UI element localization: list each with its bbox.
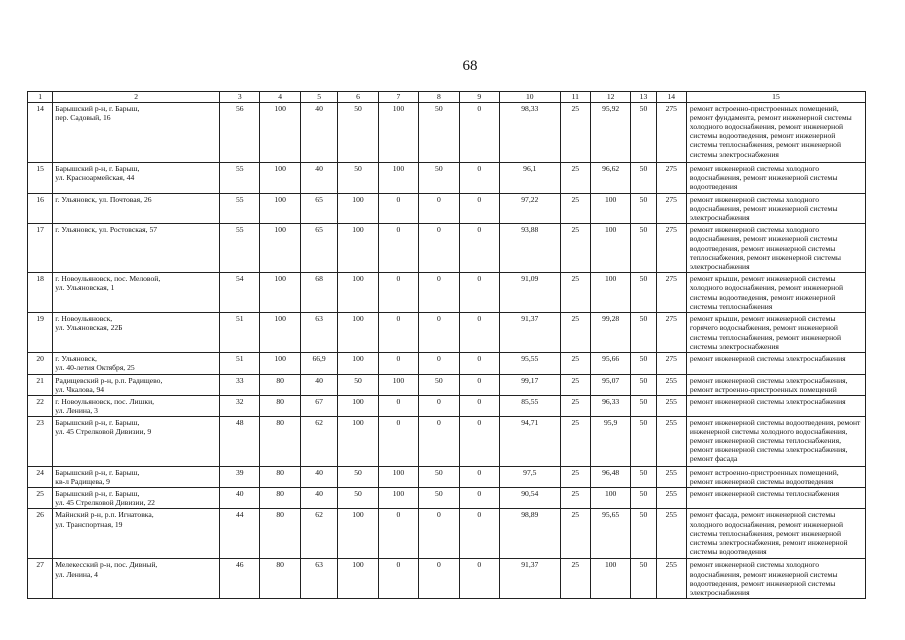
work-description-cell: ремонт крыши, ремонт инженерной системы холодного водоснабжения, ремонт инженерной системы водоотведения, ремонт инженерной системы теплоснабжения xyxy=(686,273,865,313)
value-cell-c10: 91,09 xyxy=(499,273,560,313)
value-cell-c12: 100 xyxy=(590,273,630,313)
value-cell-c12: 96,33 xyxy=(590,395,630,416)
table-row xyxy=(28,509,866,559)
column-header: 6 xyxy=(338,92,378,103)
value-cell-c12: 95,9 xyxy=(590,416,630,466)
address-line-2: ул. Красноармейская, 44 xyxy=(55,173,135,183)
value-cell-c8: 0 xyxy=(419,194,459,224)
work-description-cell: ремонт инженерной системы электроснабжения xyxy=(686,395,865,416)
table-row xyxy=(28,313,866,353)
value-cell-c12: 95,92 xyxy=(590,103,630,163)
value-cell-c7: 0 xyxy=(378,416,418,466)
value-cell-c11: 25 xyxy=(560,559,590,599)
value-cell-c10: 98,33 xyxy=(499,103,560,163)
value-cell-c11: 25 xyxy=(560,224,590,273)
value-cell-c11: 25 xyxy=(560,313,590,353)
value-cell-c4: 100 xyxy=(260,103,300,163)
value-cell-c13: 50 xyxy=(631,509,656,559)
value-cell-c7: 100 xyxy=(378,466,418,487)
value-cell-c13: 50 xyxy=(631,353,656,374)
value-cell-c5: 67 xyxy=(300,395,337,416)
address-line-1: Майнский р-н, р.п. Игнатовка, xyxy=(55,510,154,520)
row-number-cell: 20 xyxy=(28,353,53,374)
value-cell-c9: 0 xyxy=(459,224,499,273)
value-cell-c4: 100 xyxy=(260,353,300,374)
value-cell-c14: 275 xyxy=(656,163,686,194)
value-cell-c6: 100 xyxy=(338,194,378,224)
column-header: 15 xyxy=(686,92,865,103)
address-line-1: г. Ульяновск, xyxy=(55,354,97,364)
value-cell-c13: 50 xyxy=(631,313,656,353)
value-cell-c11: 25 xyxy=(560,273,590,313)
value-cell-c6: 100 xyxy=(338,395,378,416)
value-cell-c3: 54 xyxy=(220,273,260,313)
table-row xyxy=(28,374,866,395)
value-cell-c6: 50 xyxy=(338,163,378,194)
table-row xyxy=(28,466,866,487)
column-header: 10 xyxy=(499,92,560,103)
value-cell-c8: 0 xyxy=(419,224,459,273)
value-cell-c9: 0 xyxy=(459,559,499,599)
value-cell-c13: 50 xyxy=(631,466,656,487)
table-row xyxy=(28,395,866,416)
value-cell-c3: 33 xyxy=(220,374,260,395)
value-cell-c8: 0 xyxy=(419,416,459,466)
address-cell xyxy=(53,374,220,395)
value-cell-c6: 50 xyxy=(338,374,378,395)
value-cell-c12: 95,65 xyxy=(590,509,630,559)
value-cell-c13: 50 xyxy=(631,194,656,224)
table-row xyxy=(28,559,866,599)
table-row xyxy=(28,194,866,224)
address-line-2: ул. 45 Стрелковой Дивизии, 22 xyxy=(55,498,155,508)
address-line-1: Барышский р-н, г. Барыш, xyxy=(55,104,140,113)
value-cell-c6: 100 xyxy=(338,509,378,559)
address-line-2: ул. 45 Стрелковой Дивизии, 9 xyxy=(55,427,152,437)
value-cell-c3: 48 xyxy=(220,416,260,466)
value-cell-c14: 275 xyxy=(656,353,686,374)
address-cell xyxy=(53,224,220,273)
value-cell-c6: 100 xyxy=(338,273,378,313)
work-description-cell: ремонт инженерной системы холодного водоснабжения, ремонт инженерной системы водоотведения, ремонт инженерной системы теплоснабжения, ремонт инженерной системы электроснабжения xyxy=(686,224,865,273)
value-cell-c9: 0 xyxy=(459,273,499,313)
value-cell-c12: 99,28 xyxy=(590,313,630,353)
value-cell-c11: 25 xyxy=(560,509,590,559)
work-description-cell: ремонт фасада, ремонт инженерной системы холодного водоснабжения, ремонт инженерной системы теплоснабжения, ремонт инженерной системы электроснабжения, ремонт инженерной системы водоотведения xyxy=(686,509,865,559)
value-cell-c9: 0 xyxy=(459,103,499,163)
column-number-row xyxy=(28,92,866,103)
address-line-2: кв-л Радищева, 9 xyxy=(55,477,110,487)
value-cell-c3: 51 xyxy=(220,313,260,353)
value-cell-c10: 93,88 xyxy=(499,224,560,273)
value-cell-c5: 63 xyxy=(300,313,337,353)
register-table xyxy=(27,91,866,599)
address-line-1: г. Новоульяновск, пос. Меловой, xyxy=(55,274,161,284)
work-description-cell: ремонт инженерной системы электроснабжения xyxy=(686,353,865,374)
value-cell-c7: 100 xyxy=(378,488,418,509)
address-line-1: г. Ульяновск, ул. Ростовская, 57 xyxy=(55,225,158,235)
address-cell xyxy=(53,353,220,374)
address-cell xyxy=(53,163,220,194)
column-header: 11 xyxy=(560,92,590,103)
column-header: 12 xyxy=(590,92,630,103)
address-cell xyxy=(53,194,220,224)
value-cell-c9: 0 xyxy=(459,313,499,353)
value-cell-c3: 39 xyxy=(220,466,260,487)
value-cell-c7: 100 xyxy=(378,103,418,163)
value-cell-c4: 80 xyxy=(260,488,300,509)
work-description-cell: ремонт инженерной системы холодного водоснабжения, ремонт инженерной системы электроснабжения xyxy=(686,194,865,224)
address-cell xyxy=(53,416,220,466)
value-cell-c13: 50 xyxy=(631,374,656,395)
row-number-cell: 27 xyxy=(28,559,53,599)
table-row xyxy=(28,103,866,163)
value-cell-c9: 0 xyxy=(459,194,499,224)
value-cell-c11: 25 xyxy=(560,374,590,395)
value-cell-c5: 40 xyxy=(300,163,337,194)
address-cell xyxy=(53,395,220,416)
address-line-1: г. Новоульяновск, xyxy=(55,314,113,324)
address-line-1: Мелекесский р-н, пос. Дивный, xyxy=(55,560,158,570)
value-cell-c12: 100 xyxy=(590,224,630,273)
address-cell xyxy=(53,466,220,487)
work-description-cell: ремонт инженерной системы водоотведения, ремонт инженерной системы холодного водоснабжения, ремонт инженерной системы теплоснабжения, ремонт инженерной системы электроснабжения, ремонт фасада xyxy=(686,416,865,466)
value-cell-c5: 68 xyxy=(300,273,337,313)
row-number-cell: 21 xyxy=(28,374,53,395)
value-cell-c3: 55 xyxy=(220,194,260,224)
value-cell-c12: 100 xyxy=(590,559,630,599)
value-cell-c10: 99,17 xyxy=(499,374,560,395)
address-line-2: пер. Садовый, 16 xyxy=(55,113,111,123)
value-cell-c13: 50 xyxy=(631,416,656,466)
value-cell-c7: 0 xyxy=(378,194,418,224)
address-line-2: ул. 40-летия Октября, 25 xyxy=(55,363,135,373)
address-cell xyxy=(53,559,220,599)
value-cell-c11: 25 xyxy=(560,488,590,509)
value-cell-c10: 97,5 xyxy=(499,466,560,487)
value-cell-c12: 100 xyxy=(590,488,630,509)
value-cell-c5: 40 xyxy=(300,488,337,509)
value-cell-c5: 63 xyxy=(300,559,337,599)
value-cell-c5: 62 xyxy=(300,416,337,466)
value-cell-c6: 100 xyxy=(338,224,378,273)
value-cell-c8: 50 xyxy=(419,163,459,194)
address-line-2: ул. Ульяновская, 1 xyxy=(55,283,115,293)
value-cell-c7: 0 xyxy=(378,353,418,374)
value-cell-c10: 98,89 xyxy=(499,509,560,559)
value-cell-c3: 55 xyxy=(220,224,260,273)
address-line-1: Барышский р-н, г. Барыш, xyxy=(55,467,140,477)
address-cell xyxy=(53,509,220,559)
table-row xyxy=(28,273,866,313)
value-cell-c10: 95,55 xyxy=(499,353,560,374)
address-line-1: г. Новоульяновск, пос. Лишки, xyxy=(55,396,155,406)
value-cell-c14: 255 xyxy=(656,488,686,509)
value-cell-c13: 50 xyxy=(631,395,656,416)
value-cell-c3: 32 xyxy=(220,395,260,416)
value-cell-c13: 50 xyxy=(631,488,656,509)
table-row xyxy=(28,224,866,273)
value-cell-c11: 25 xyxy=(560,395,590,416)
value-cell-c4: 100 xyxy=(260,194,300,224)
value-cell-c10: 91,37 xyxy=(499,313,560,353)
value-cell-c6: 100 xyxy=(338,559,378,599)
value-cell-c3: 55 xyxy=(220,163,260,194)
value-cell-c7: 0 xyxy=(378,313,418,353)
value-cell-c14: 255 xyxy=(656,466,686,487)
value-cell-c12: 95,07 xyxy=(590,374,630,395)
work-description-cell: ремонт крыши, ремонт инженерной системы горячего водоснабжения, ремонт инженерной системы теплоснабжения, ремонт инженерной системы электроснабжения xyxy=(686,313,865,353)
value-cell-c4: 80 xyxy=(260,559,300,599)
value-cell-c8: 0 xyxy=(419,509,459,559)
address-line-2: ул. Транспортная, 19 xyxy=(55,519,123,529)
value-cell-c12: 95,66 xyxy=(590,353,630,374)
row-number-cell: 17 xyxy=(28,224,53,273)
work-description-cell: ремонт встроенно-пристроенных помещений, ремонт фундамента, ремонт инженерной системы холодного водоснабжения, ремонт инженерной системы водоотведения, ремонт инженерной системы теплоснабжения, ремонт инженерной системы электроснабжения xyxy=(686,103,865,163)
value-cell-c13: 50 xyxy=(631,163,656,194)
address-line-2: ул. Ульяновская, 22Б xyxy=(55,323,123,333)
value-cell-c11: 25 xyxy=(560,163,590,194)
value-cell-c6: 50 xyxy=(338,466,378,487)
row-number-cell: 18 xyxy=(28,273,53,313)
row-number-cell: 22 xyxy=(28,395,53,416)
value-cell-c11: 25 xyxy=(560,353,590,374)
value-cell-c6: 50 xyxy=(338,488,378,509)
row-number-cell: 25 xyxy=(28,488,53,509)
value-cell-c13: 50 xyxy=(631,224,656,273)
value-cell-c12: 96,48 xyxy=(590,466,630,487)
value-cell-c9: 0 xyxy=(459,416,499,466)
value-cell-c6: 100 xyxy=(338,353,378,374)
value-cell-c4: 80 xyxy=(260,466,300,487)
value-cell-c10: 94,71 xyxy=(499,416,560,466)
value-cell-c6: 50 xyxy=(338,103,378,163)
value-cell-c8: 0 xyxy=(419,273,459,313)
value-cell-c8: 50 xyxy=(419,103,459,163)
value-cell-c7: 0 xyxy=(378,559,418,599)
column-header: 3 xyxy=(220,92,260,103)
value-cell-c4: 80 xyxy=(260,374,300,395)
value-cell-c11: 25 xyxy=(560,416,590,466)
value-cell-c7: 0 xyxy=(378,395,418,416)
column-header: 2 xyxy=(53,92,220,103)
value-cell-c14: 255 xyxy=(656,395,686,416)
value-cell-c9: 0 xyxy=(459,509,499,559)
column-header: 1 xyxy=(28,92,53,103)
row-number-cell: 23 xyxy=(28,416,53,466)
address-line-1: Барышский р-н, г. Барыш, xyxy=(55,489,140,499)
value-cell-c13: 50 xyxy=(631,559,656,599)
value-cell-c8: 0 xyxy=(419,313,459,353)
value-cell-c4: 100 xyxy=(260,163,300,194)
column-header: 5 xyxy=(300,92,337,103)
value-cell-c14: 255 xyxy=(656,509,686,559)
value-cell-c7: 0 xyxy=(378,509,418,559)
value-cell-c6: 100 xyxy=(338,313,378,353)
value-cell-c4: 100 xyxy=(260,313,300,353)
value-cell-c7: 0 xyxy=(378,224,418,273)
page-number: 68 xyxy=(462,58,478,74)
value-cell-c7: 100 xyxy=(378,374,418,395)
value-cell-c4: 80 xyxy=(260,509,300,559)
value-cell-c9: 0 xyxy=(459,374,499,395)
value-cell-c9: 0 xyxy=(459,353,499,374)
value-cell-c8: 50 xyxy=(419,466,459,487)
value-cell-c8: 0 xyxy=(419,353,459,374)
value-cell-c9: 0 xyxy=(459,488,499,509)
value-cell-c3: 56 xyxy=(220,103,260,163)
value-cell-c3: 44 xyxy=(220,509,260,559)
row-number-cell: 14 xyxy=(28,103,53,163)
value-cell-c6: 100 xyxy=(338,416,378,466)
work-description-cell: ремонт инженерной системы теплоснабжения xyxy=(686,488,865,509)
value-cell-c9: 0 xyxy=(459,395,499,416)
value-cell-c13: 50 xyxy=(631,273,656,313)
value-cell-c11: 25 xyxy=(560,103,590,163)
value-cell-c5: 40 xyxy=(300,103,337,163)
value-cell-c12: 100 xyxy=(590,194,630,224)
value-cell-c14: 275 xyxy=(656,103,686,163)
value-cell-c9: 0 xyxy=(459,163,499,194)
column-header: 9 xyxy=(459,92,499,103)
value-cell-c4: 100 xyxy=(260,224,300,273)
value-cell-c11: 25 xyxy=(560,466,590,487)
value-cell-c9: 0 xyxy=(459,466,499,487)
address-line-2: ул. Чкалова, 94 xyxy=(55,384,105,394)
value-cell-c3: 51 xyxy=(220,353,260,374)
row-number-cell: 16 xyxy=(28,194,53,224)
column-header: 14 xyxy=(656,92,686,103)
value-cell-c4: 80 xyxy=(260,416,300,466)
work-description-cell: ремонт встроенно-пристроенных помещений, ремонт инженерной системы водоотведения xyxy=(686,466,865,487)
value-cell-c10: 90,54 xyxy=(499,488,560,509)
value-cell-c7: 0 xyxy=(378,273,418,313)
value-cell-c3: 40 xyxy=(220,488,260,509)
value-cell-c5: 40 xyxy=(300,466,337,487)
value-cell-c5: 65 xyxy=(300,224,337,273)
value-cell-c5: 62 xyxy=(300,509,337,559)
address-cell xyxy=(53,273,220,313)
address-line-2: ул. Ленина, 3 xyxy=(55,405,98,415)
work-description-cell: ремонт инженерной системы электроснабжения, ремонт встроенно-пристроенных помещений xyxy=(686,374,865,395)
table-row xyxy=(28,163,866,194)
value-cell-c10: 91,37 xyxy=(499,559,560,599)
value-cell-c13: 50 xyxy=(631,103,656,163)
value-cell-c14: 275 xyxy=(656,313,686,353)
value-cell-c8: 0 xyxy=(419,559,459,599)
value-cell-c12: 96,62 xyxy=(590,163,630,194)
address-cell xyxy=(53,488,220,509)
value-cell-c10: 97,22 xyxy=(499,194,560,224)
value-cell-c7: 100 xyxy=(378,163,418,194)
address-line-1: Барышский р-н, г. Барыш, xyxy=(55,417,140,427)
address-line-1: г. Ульяновск, ул. Почтовая, 26 xyxy=(55,195,152,204)
value-cell-c3: 46 xyxy=(220,559,260,599)
work-description-cell: ремонт инженерной системы холодного водоснабжения, ремонт инженерной системы водоотведения, ремонт инженерной системы электроснабжения xyxy=(686,559,865,599)
value-cell-c11: 25 xyxy=(560,194,590,224)
row-number-cell: 24 xyxy=(28,466,53,487)
table-row xyxy=(28,488,866,509)
value-cell-c4: 100 xyxy=(260,273,300,313)
value-cell-c14: 275 xyxy=(656,194,686,224)
value-cell-c8: 50 xyxy=(419,488,459,509)
address-cell xyxy=(53,103,220,163)
column-header: 13 xyxy=(631,92,656,103)
value-cell-c14: 255 xyxy=(656,559,686,599)
row-number-cell: 26 xyxy=(28,509,53,559)
value-cell-c4: 80 xyxy=(260,395,300,416)
value-cell-c5: 40 xyxy=(300,374,337,395)
value-cell-c5: 65 xyxy=(300,194,337,224)
value-cell-c10: 85,55 xyxy=(499,395,560,416)
column-header: 8 xyxy=(419,92,459,103)
value-cell-c10: 96,1 xyxy=(499,163,560,194)
value-cell-c14: 255 xyxy=(656,416,686,466)
value-cell-c5: 66,9 xyxy=(300,353,337,374)
table-row xyxy=(28,416,866,466)
row-number-cell: 19 xyxy=(28,313,53,353)
address-line-2: ул. Ленина, 4 xyxy=(55,569,98,579)
address-cell xyxy=(53,313,220,353)
table-body xyxy=(28,103,866,599)
value-cell-c14: 275 xyxy=(656,273,686,313)
value-cell-c14: 255 xyxy=(656,374,686,395)
address-line-1: Барышский р-н, г. Барыш, xyxy=(55,164,140,173)
value-cell-c8: 0 xyxy=(419,395,459,416)
column-header: 4 xyxy=(260,92,300,103)
work-description-cell: ремонт инженерной системы холодного водоснабжения, ремонт инженерной системы водоотведения xyxy=(686,163,865,194)
row-number-cell: 15 xyxy=(28,163,53,194)
value-cell-c14: 275 xyxy=(656,224,686,273)
column-header: 7 xyxy=(378,92,418,103)
value-cell-c8: 50 xyxy=(419,374,459,395)
address-line-1: Радищевский р-н, р.п. Радищево, xyxy=(55,375,163,385)
table-row xyxy=(28,353,866,374)
